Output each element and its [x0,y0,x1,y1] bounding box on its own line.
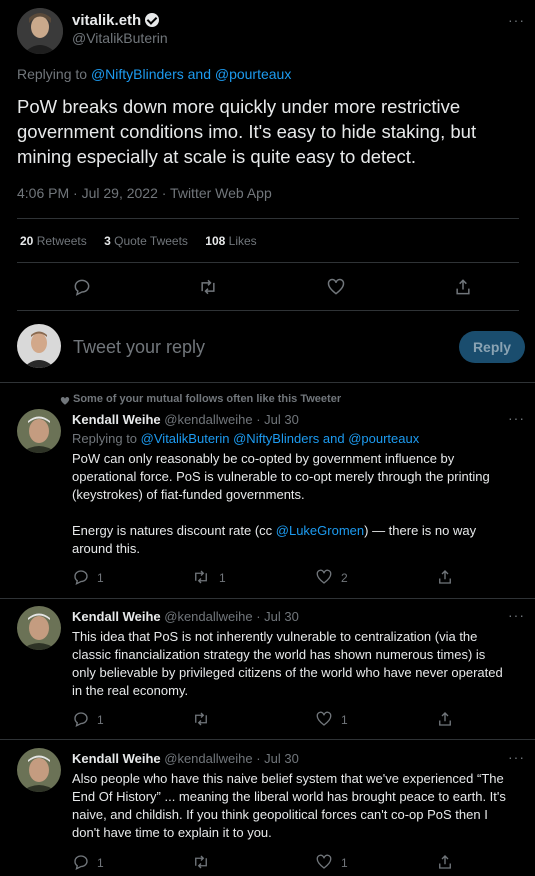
retweets-stat[interactable] [20,234,87,248]
reply-2-retweet-icon[interactable] [192,710,210,728]
reply-2-line: only believable by privileged citizens of the world who have never operated [72,665,503,680]
reply-1-line [72,522,527,540]
divider [17,262,519,263]
reply-1-header [72,412,299,427]
reply-2-share-icon[interactable] [436,710,454,728]
reply-2-line: classic financialization strategy the world has shown numerous times) is [72,647,486,662]
reply-3-like-icon[interactable] [315,853,333,871]
reply-1-like-count: 2 [341,571,348,585]
reply-1-line: around this. [72,541,140,556]
reply-1-reply-icon[interactable] [72,568,90,586]
tweet-stats [20,234,257,248]
likes-count: 108 [205,234,226,248]
quotes-stat[interactable] [104,234,188,248]
reply-3-name[interactable]: Kendall Weihe [72,751,161,766]
reply-3-line: naive, and childish. If you think geopolitical forces can't co-op PoS then I [72,807,488,822]
reply-1-reply-count: 1 [97,571,104,585]
reply-2-line: in the real economy. [72,683,189,698]
reply-3-avatar[interactable] [17,748,61,792]
reply-1-text [72,450,527,558]
reply-1-text-part: Energy is natures discount rate (cc [72,523,276,538]
reply-1-replying-prefix: Replying to [72,431,138,446]
likes-stat[interactable] [205,234,256,248]
main-retweet-icon[interactable] [198,277,218,297]
reply-3-reply-icon[interactable] [72,853,90,871]
main-handle[interactable]: @VitalikButerin [72,30,168,46]
reply-1-line: PoW can only reasonably be co-opted by government influence by [72,451,455,466]
reply-1-replying-to [72,431,419,446]
main-display-name[interactable] [72,12,159,29]
retweets-count: 20 [20,234,34,248]
divider [0,598,535,599]
reply-1-retweet-icon[interactable] [192,568,210,586]
reply-1-line: (keystrokes) of fiat-funded governments. [72,487,305,502]
main-tweet-text: PoW breaks down more quickly under more restrictive government conditions imo. It's easy to hide staking, but mining especially at scale is quite easy to detect. [17,96,477,167]
reply-1-more-icon[interactable]: ··· [508,410,525,426]
reply-1-avatar[interactable] [17,409,61,453]
reply-button[interactable]: Reply [459,331,525,363]
reply-3-more-icon[interactable]: ··· [508,749,525,765]
reply-2-text [72,628,527,700]
reply-3-text [72,770,527,842]
reply-3-line: End Of History” ... meaning the liberal world has brought peace to earth. It's [72,789,506,804]
reply-2-reply-icon[interactable] [72,710,90,728]
reply-3-share-icon[interactable] [436,853,454,871]
main-display-name-text[interactable]: vitalik.eth [72,12,142,29]
reply-3-line: Also people who have this naive belief system that we've experienced “The [72,771,504,786]
reply-2-reply-count: 1 [97,713,104,727]
replying-prefix: Replying to [17,66,88,82]
quotes-count: 3 [104,234,111,248]
replying-mentions[interactable]: @NiftyBlinders and @pourteaux [90,66,292,82]
reply-1-handle-time[interactable]: @kendallweihe · Jul 30 [164,412,299,427]
main-replying-to [17,66,291,82]
likes-label: Likes [228,234,257,248]
reply-3-line: don't have time to explain it to you. [72,825,272,840]
reply-1-mention[interactable]: @LukeGromen [275,523,365,538]
main-tweet-meta[interactable]: 4:06 PM · Jul 29, 2022 · Twitter Web App [17,185,272,201]
divider [17,218,519,219]
divider [0,739,535,740]
composer-avatar[interactable] [17,324,61,368]
reply-3-handle-time[interactable]: @kendallweihe · Jul 30 [164,751,299,766]
main-reply-icon[interactable] [72,277,92,297]
main-more-icon[interactable]: ··· [508,12,525,28]
reply-2-avatar[interactable] [17,606,61,650]
reply-1-retweet-count: 1 [219,571,226,585]
reply-1-like-icon[interactable] [315,568,333,586]
main-like-icon[interactable] [326,277,346,297]
reply-1-name[interactable]: Kendall Weihe [72,412,161,427]
divider [17,310,519,311]
reply-2-line: This idea that PoS is not inherently vulnerable to centralization (via the [72,629,478,644]
reply-2-like-icon[interactable] [315,710,333,728]
main-share-icon[interactable] [453,277,473,297]
quotes-label: Quote Tweets [114,234,188,248]
reply-1-text-part: ) — there is no way [364,523,477,538]
reply-2-more-icon[interactable]: ··· [508,607,525,623]
social-context-heart-icon [60,393,70,403]
reply-2-name[interactable]: Kendall Weihe [72,609,161,624]
reply-1-line: operational force. PoS is vulnerable to co-opt merely through the printing [72,469,490,484]
reply-3-header [72,751,299,766]
reply-2-header [72,609,299,624]
reply-2-handle-time[interactable]: @kendallweihe · Jul 30 [164,609,299,624]
retweets-label: Retweets [36,234,87,248]
reply-3-reply-count: 1 [97,856,104,870]
social-context-text: Some of your mutual follows often like this Tweeter [73,393,342,405]
reply-3-like-count: 1 [341,856,348,870]
reply-1-share-icon[interactable] [436,568,454,586]
reply-input[interactable]: Tweet your reply [73,337,206,357]
verified-badge-icon [145,13,159,27]
reply-1-replying-mentions[interactable]: @VitalikButerin @NiftyBlinders and @pourteaux [140,431,420,446]
main-avatar[interactable] [17,8,63,54]
reply-3-retweet-icon[interactable] [192,853,210,871]
divider [0,382,535,383]
reply-2-like-count: 1 [341,713,348,727]
